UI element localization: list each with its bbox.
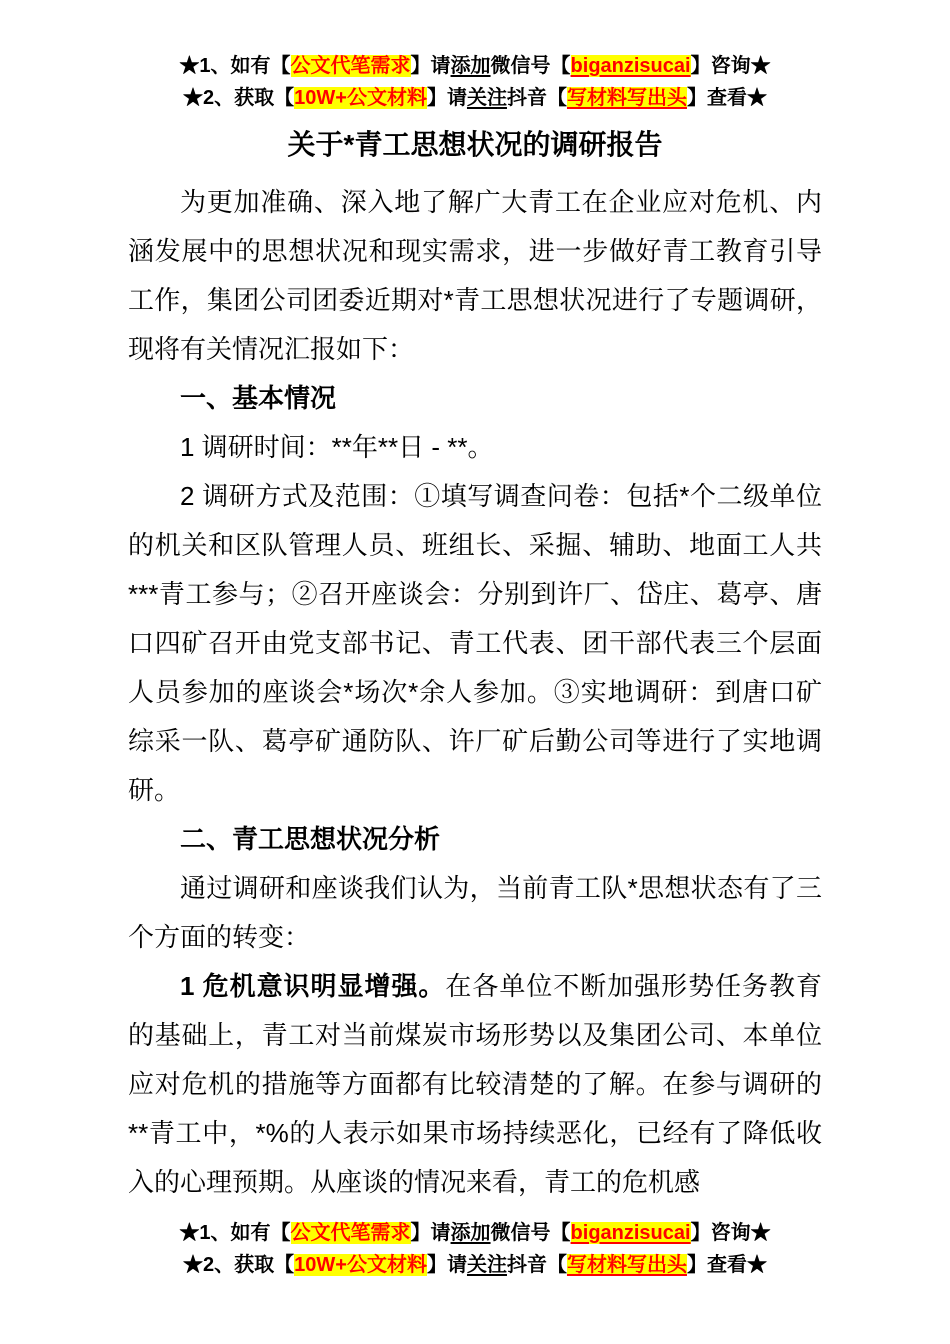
styled-text-segment: 关注 <box>466 1254 507 1276</box>
paragraph <box>128 962 822 1207</box>
text-segment: 为更加准确、深入地了解广大青工在企业应对危机、内涵发展中的思想状况和现实需求，进一步做好青工教育引导工作，集团公司团委近期对*青工思想状况进行了专题调研，现将有关情况汇报如下： <box>128 187 822 364</box>
text-segment: 1 调研时间：**年**日 - **。 <box>180 432 494 462</box>
promo-header <box>128 50 822 114</box>
text-segment: 】查看★ <box>686 87 767 109</box>
styled-text-segment: 公文代笔需求 <box>290 55 411 77</box>
styled-text-segment: 10W+公文材料 <box>294 87 427 109</box>
text-segment: 】请 <box>426 87 467 109</box>
text-segment: 】查看★ <box>686 1254 767 1276</box>
text-segment: 在各单位不断加强形势任务教育的基础上，青工对当前煤炭市场形势以及集团公司、本单位应对危机的措施等方面都有比较清楚的了解。在参与调研的**青工中，*%的人表示如果市场持续恶化，已经有了降低收入的心理预期。从座谈的情况来看，青工的危机感 <box>128 971 822 1197</box>
styled-text-segment: 关注 <box>466 87 507 109</box>
page-title: 关于*青工思想状况的调研报告 <box>287 129 663 160</box>
paragraph <box>128 472 822 815</box>
text-segment: 】请 <box>426 1254 467 1276</box>
text-segment: 2 调研方式及范围：①填写调查问卷：包括*个二级单位的机关和区队管理人员、班组长、采掘、辅助、地面工人共***青工参与；②召开座谈会：分别到许厂、岱庄、葛亭、唐口四矿召开由党支部书记、青工代表、团干部代表三个层面人员参加的座谈会*场次*余人参加。③实地调研：到唐口矿综采一队、葛亭矿通防队、许厂矿后勤公司等进行了实地调研。 <box>128 481 822 805</box>
styled-text-segment: 添加 <box>450 55 491 77</box>
styled-text-segment: 写材料写出头 <box>566 1254 687 1276</box>
promo-line <box>128 1217 822 1249</box>
promo-footer <box>128 1217 822 1281</box>
styled-text-segment: 公文代笔需求 <box>290 1222 411 1244</box>
text-segment: ★2、获取【 <box>183 1254 295 1276</box>
styled-text-segment: 写材料写出头 <box>566 87 687 109</box>
styled-text-segment: biganzisucai <box>570 55 691 77</box>
styled-text-segment: 添加 <box>450 1222 491 1244</box>
text-segment: ★1、如有【 <box>179 55 291 77</box>
text-segment: ★2、获取【 <box>183 87 295 109</box>
paragraph <box>128 423 822 472</box>
styled-text-segment: 1 危机意识明显增强。 <box>180 971 446 1001</box>
section-heading <box>128 815 822 864</box>
text-segment: 抖音【 <box>506 87 567 109</box>
text-segment: 微信号【 <box>490 1222 571 1244</box>
styled-text-segment: biganzisucai <box>570 1222 691 1244</box>
text-segment: 】请 <box>410 1222 451 1244</box>
text-segment: 】咨询★ <box>690 55 771 77</box>
document-body <box>128 178 822 1207</box>
text-segment: 】请 <box>410 55 451 77</box>
paragraph <box>128 864 822 962</box>
promo-line <box>128 1249 822 1281</box>
styled-text-segment: 二、青工思想状况分析 <box>180 824 441 854</box>
styled-text-segment: 10W+公文材料 <box>294 1254 427 1276</box>
text-segment: 微信号【 <box>490 55 571 77</box>
text-segment: 】咨询★ <box>690 1222 771 1244</box>
text-segment: 抖音【 <box>506 1254 567 1276</box>
text-segment: 通过调研和座谈我们认为，当前青工队*思想状态有了三个方面的转变： <box>128 873 822 952</box>
styled-text-segment: 一、基本情况 <box>180 383 337 413</box>
text-segment: ★1、如有【 <box>179 1222 291 1244</box>
promo-line <box>128 50 822 82</box>
paragraph <box>128 178 822 374</box>
promo-line <box>128 82 822 114</box>
section-heading <box>128 374 822 423</box>
